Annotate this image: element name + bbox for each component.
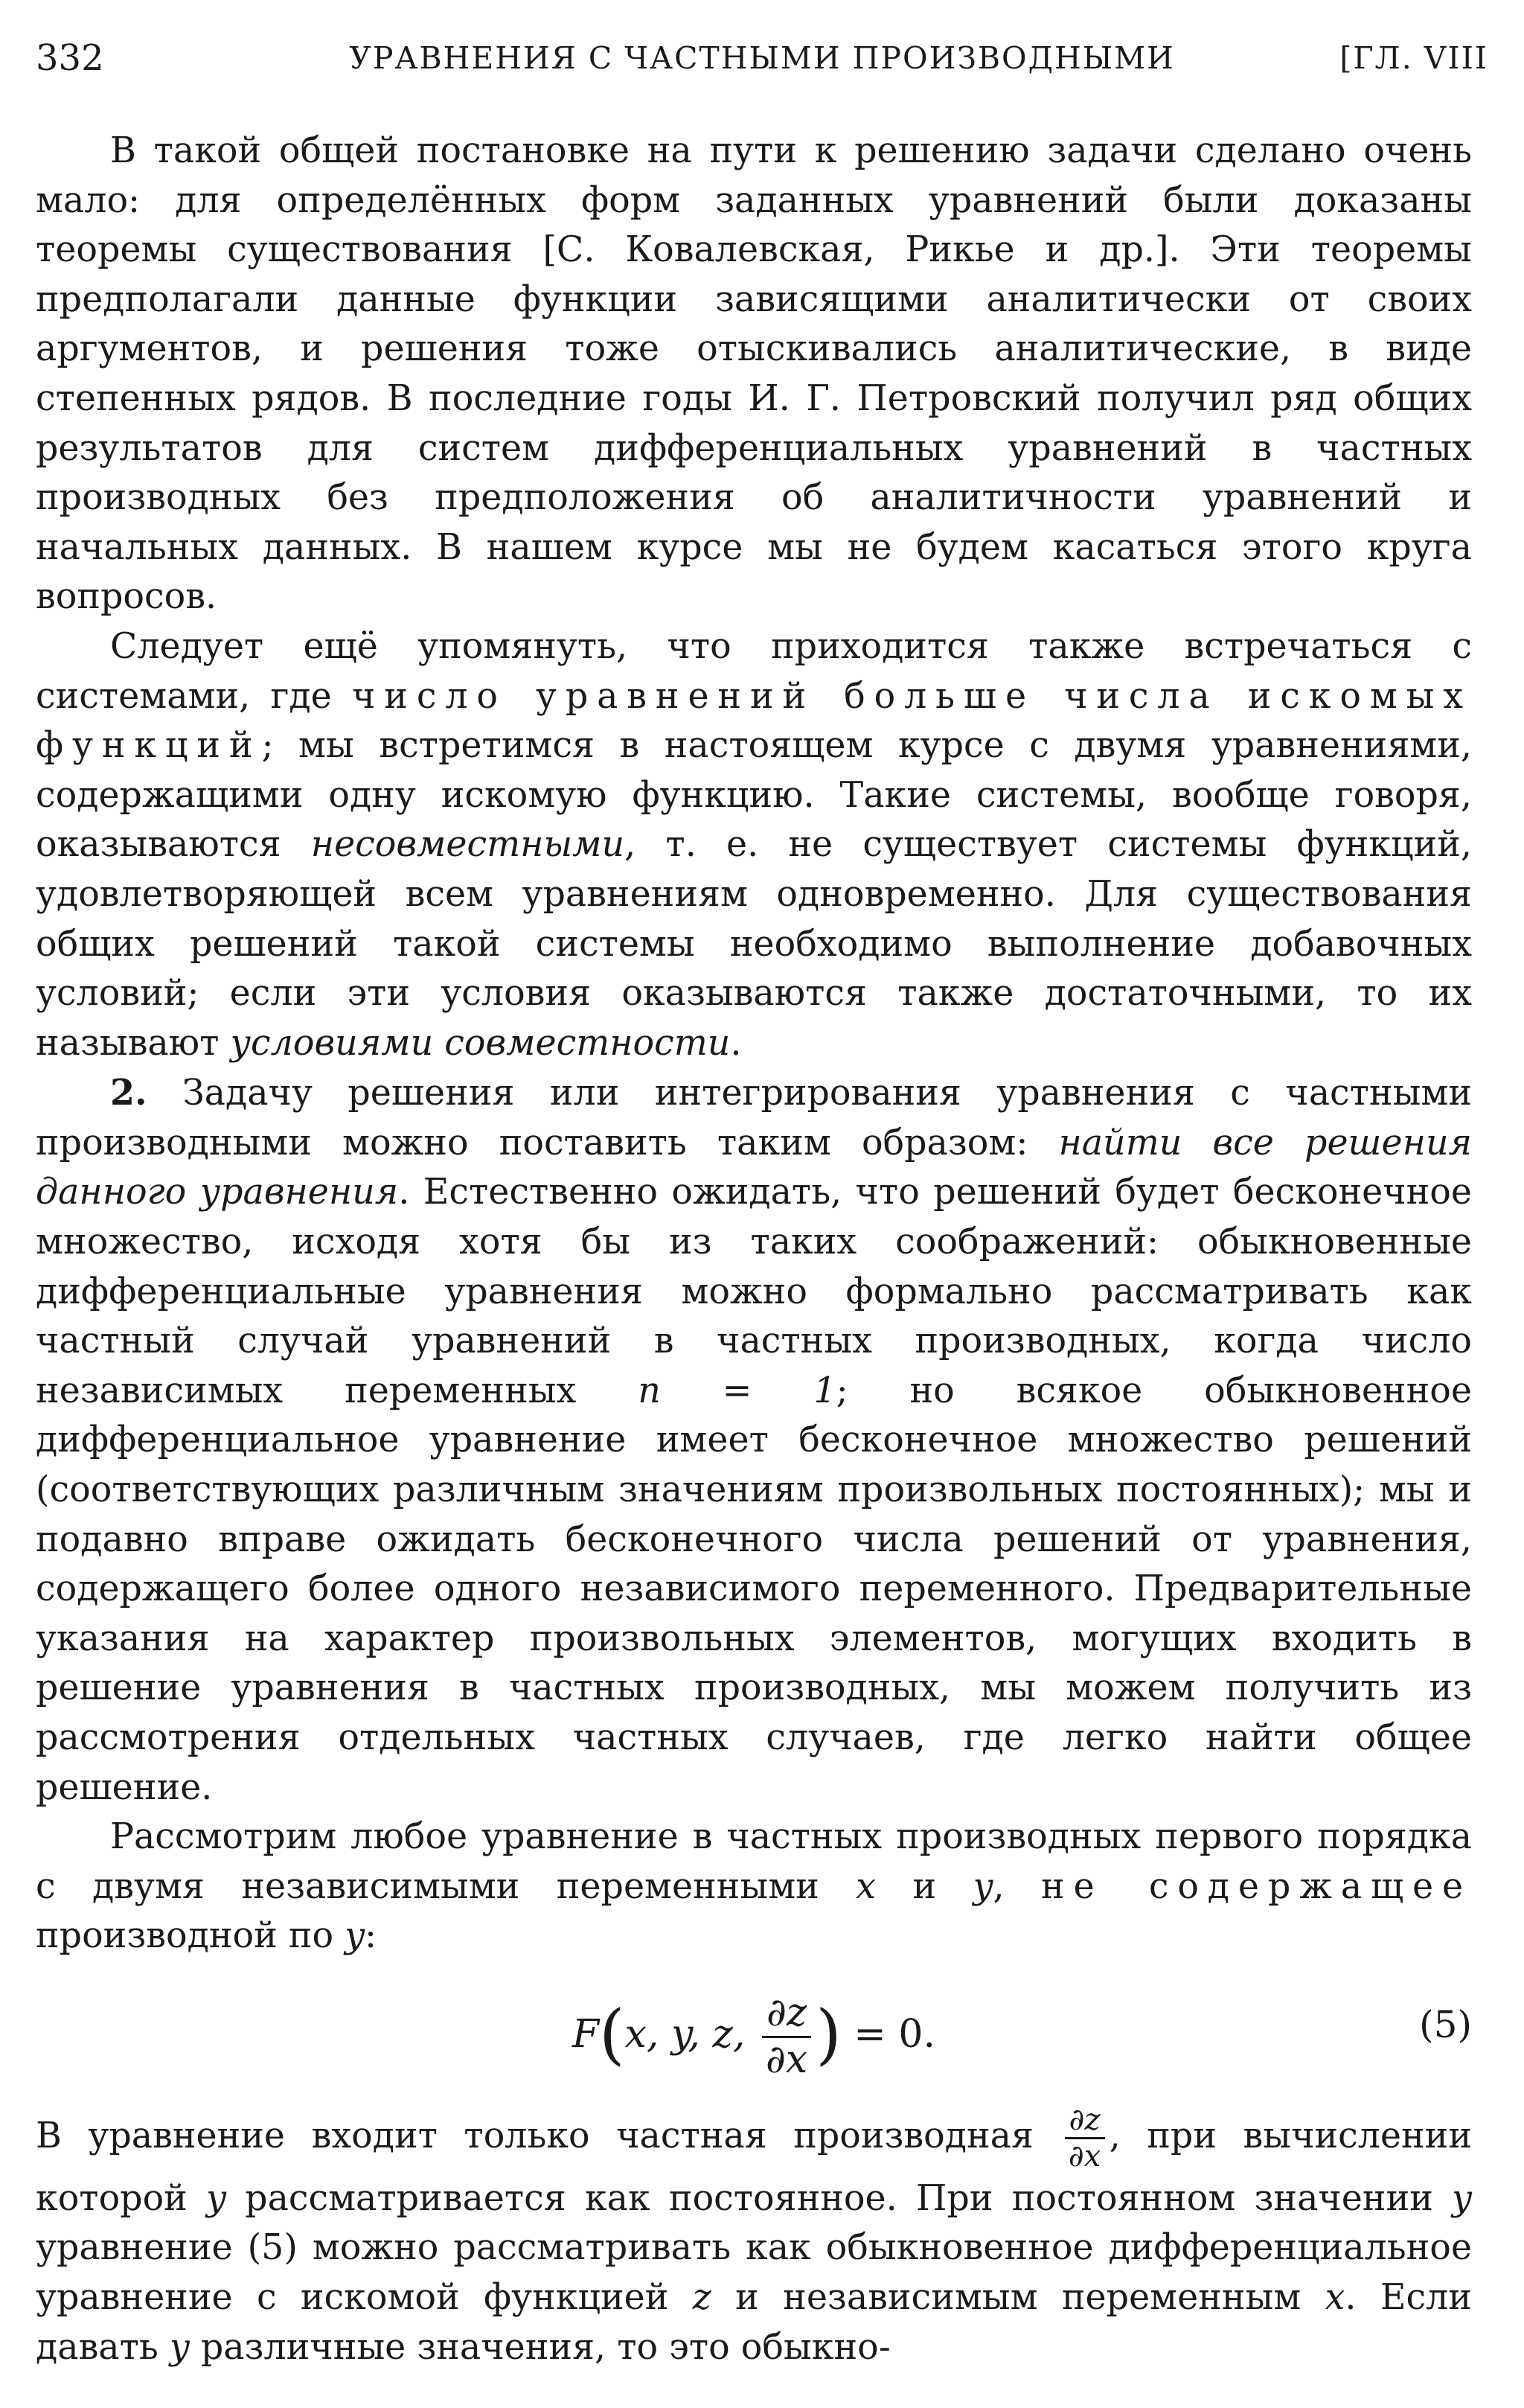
spaced-emphasis-2: не содержащее [1041,1865,1472,1907]
paragraph-3: 2. Задачу решения или интегрирования уравнения с частными производными можно поставить таким образом: найти все решения данного уравнения. Естественно ожидать, что решений будет бесконечное множество, исходя хотя бы из таких соображений: обыкновенные дифференциальные уравнения можно формально рассматривать как частный случай уравнений в частных производных, когда число независимых переменных n = 1; но всякое обыкновенное дифференциальное уравнение имеет бесконечное множество решений (соответствующих различным значениям произвольных постоянных); мы и подавно вправе ожидать бесконечного числа решений от уравнения, содержащего более одного независимого переменного. Предварительные указания на характер произвольных элементов, могущих входить в решение уравнения в частных производных, мы можем получить из рассмотрения отдельных частных случаев, где легко найти общее решение. [36,1072,1473,1808]
inline-partial-fraction: $\frac{\partial z}{\partial x}$ [1065,2103,1105,2174]
equation-label: (5) [1419,2002,1472,2046]
page-number: 332 [36,37,104,79]
paragraph-5: В уравнение входит только частная производная $\frac{\partial z}{\partial x}$ , при вычислении которой y рассматривается как постоянное. При постоянном значении y уравнение (5) можно рассматривать как обыкновенное дифференциальное уравнение с искомой функцией z и независимым переменным x. Если давать y различные значения, то это обыкно- [36,2101,1472,2368]
italic-term-compatibility: условиями совместности [230,1022,731,1064]
chapter-label: [ГЛ. VIII [1339,40,1488,76]
paragraph-4: Рассмотрим любое уравнение в частных производных первого порядка с двумя независимыми переменными x и y, не содержащее производной по y: [36,1816,1472,1957]
italic-task: найти все решения данного уравнения [36,1122,1472,1213]
paragraph-2: Следует ещё упомянуть, что приходится также встречаться с системами, где число уравнений больше числа искомых функций; мы встретимся в настоящем курсе с двумя уравнениями, содержащими одну искомую функцию. Такие системы, вообще говоря, оказываются несовместными, т. е. не существует системы функций, удовлетворяющей всем уравнениям одновременно. Для существования общих решений такой системы необходимо выполнение добавочных условий; если эти условия оказываются также достаточными, то их называют условиями совместности. [36,625,1472,1064]
equation-5 [36,1961,1472,2103]
page-header [36,33,1488,85]
equation-body: F(x, y, z, $\frac{\partial z}{\partial x}$ ) = 0. [572,1990,935,2082]
partial-fraction: $\frac{\partial z}{\partial x}$ [762,1991,811,2083]
section-number: 2. [110,1072,147,1114]
paragraph-1: В такой общей постановке на пути к решению задачи сделано очень мало: для определённых форм заданных уравнений были доказаны теоремы существования [С. Ковалевская, Рикье и др.]. Эти теоремы предполагали данные функции зависящими аналитически от своих аргументов, и решения тоже отыскивались аналитические, в виде степенных рядов. В последние годы И. Г. Петровский получил ряд общих результатов для систем дифференциальных уравнений в частных производных без предположения об аналитичности уравнений и начальных данных. В нашем курсе мы не будем касаться этого круга вопросов. [36,130,1472,618]
italic-term-incompatible: несовместными [310,824,625,866]
spaced-emphasis: число уравнений больше числа искомых функций [36,675,1472,767]
page-body [36,127,1472,2372]
running-title: УРАВНЕНИЯ С ЧАСТНЫМИ ПРОИЗВОДНЫМИ [349,40,1175,76]
inline-math-n: n = 1 [638,1370,836,1411]
